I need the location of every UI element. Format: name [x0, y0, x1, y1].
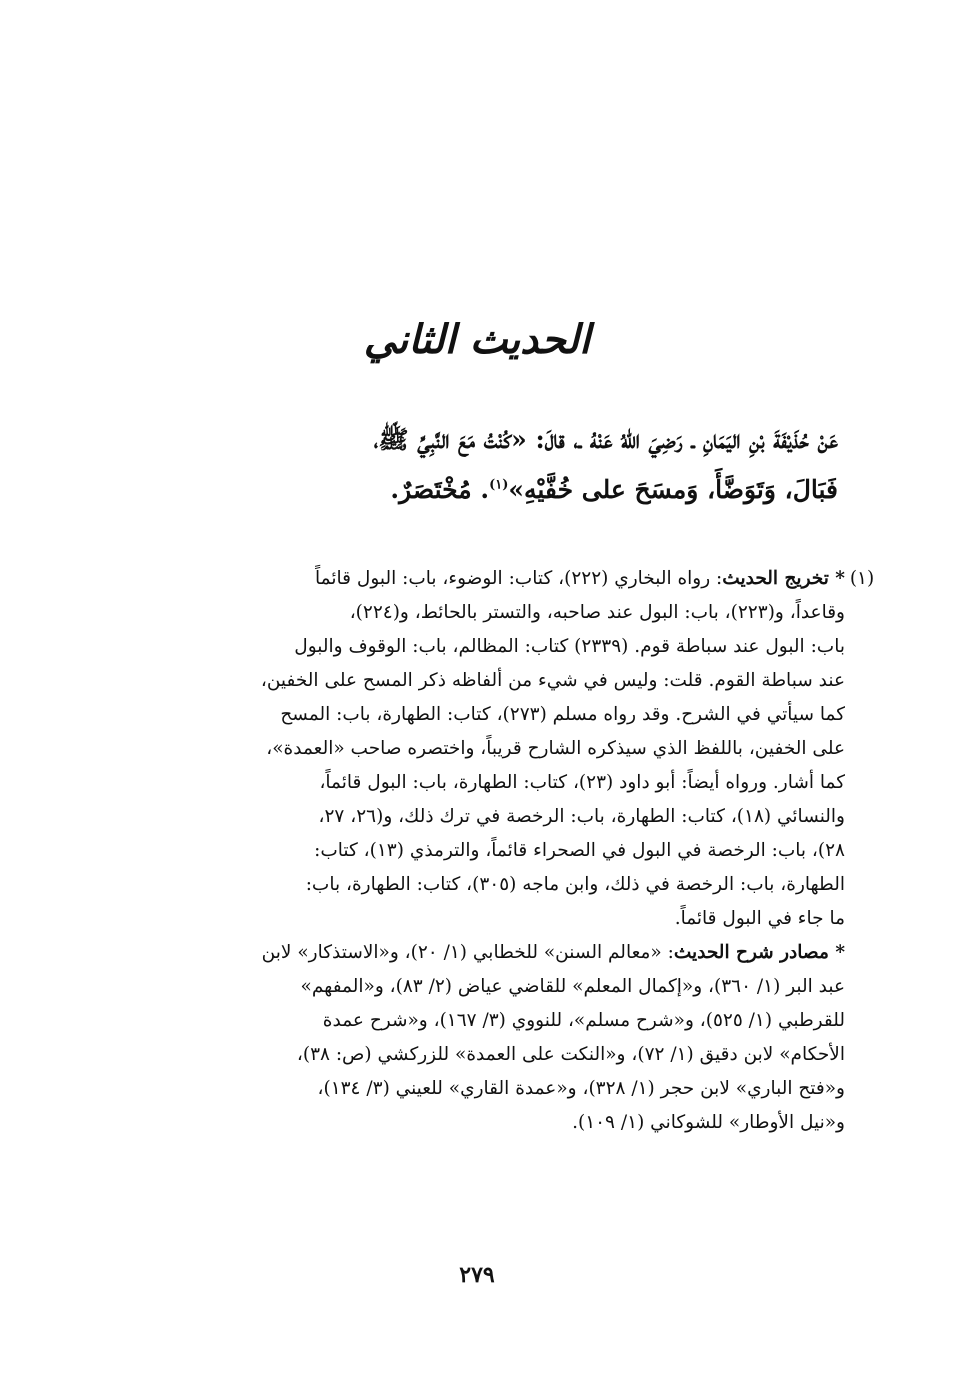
takhrij-line-1: وقاعداً، و(٢٢٣)، باب: البول عند صاحبه، والتستر بالحائط، و(٢٢٤)،: [349, 602, 845, 623]
takhrij-line-8: ٢٨)، باب: الرخصة في البول في الصحراء قائماً، والترمذي (١٣)، كتاب:: [314, 840, 845, 861]
takhrij-line-0: : رواه البخاري (٢٢٢)، كتاب: الوضوء، باب: البول قائماً: [315, 568, 723, 589]
takhrij-line-3: عند سباطة القوم. قلت: وليس في شيء من ألفاظه ذكر المسح على الخفين،: [260, 670, 845, 691]
takhrij-line-10: ما جاء في البول قائماً.: [674, 908, 845, 929]
takhrij-line-9: الطهارة، باب: الرخصة في ذلك، وابن ماجه (٣٠٥)، كتاب: الطهارة، باب:: [305, 874, 845, 895]
takhrij-label: * تخريج الحديث: [722, 568, 845, 589]
hadith-line-2: [130, 465, 838, 515]
masadir-label: * مصادر شرح الحديث: [673, 942, 845, 963]
takhrij-line-6: كما أشار. ورواه أيضاً: أبو داود (٢٣)، كتاب: الطهارة، باب: البول قائماً،: [319, 772, 845, 793]
hadith-line-2-end: . مُخْتَصَرٌ.: [390, 475, 490, 504]
masadir-line-0: : «معالم السنن» للخطابي (١/ ٢٠)، و«الاستذكار» لابن: [261, 942, 674, 963]
takhrij-line-4: كما سيأتي في الشرح. وقد رواه مسلم (٢٧٣)، كتاب: الطهارة، باب: المسح: [280, 704, 845, 725]
footnote-reference[interactable]: (١): [489, 477, 509, 493]
masadir-line-4: و«فتح الباري» لابن حجر (١/ ٣٢٨)، و«عمدة القاري» للعيني (٣/ ١٣٤)،: [317, 1078, 845, 1099]
takhrij-line-5: على الخفين، باللفظ الذي سيذكره الشارح قريباً، واختصره صاحب «العمدة»،: [266, 738, 845, 759]
hadith-line-2-text: فَبَالَ، وَتَوَضَّأَ، وَمسَحَ على خُفَّيْهِ»: [508, 475, 838, 504]
takhrij-line-7: والنسائي (١٨)، كتاب: الطهارة، باب: الرخصة في ترك ذلك، و(٢٦، ٢٧،: [318, 806, 845, 827]
hadith-text: [130, 415, 838, 515]
footnote-1: [130, 562, 875, 1140]
takhrij-line-2: باب: البول عند سباطة قوم. (٢٣٣٩) كتاب: المظالم، باب: الوقوف والبول: [294, 636, 845, 657]
page-number: ٢٧٩: [459, 1262, 495, 1288]
footnote-line: [130, 936, 845, 970]
footnote-line: [130, 562, 845, 596]
masadir-line-1: عبد البر (١/ ٣٦٠)، و«إكمال المعلم» للقاضي عياض (٢/ ٨٣)، و«المفهم»: [300, 976, 845, 997]
chapter-title: الحديث الثاني: [363, 316, 591, 363]
footnotes-section: [130, 562, 875, 1140]
masadir-line-5: و«نيل الأوطار» للشوكاني (١/ ١٠٩).: [572, 1112, 845, 1133]
masadir-line-3: الأحكام» لابن دقيق (١/ ٧٢)، و«النكت على العمدة» للزركشي (ص: ٣٨)،: [296, 1044, 845, 1065]
masadir-line-2: للقرطبي (١/ ٥٢٥)، و«شرح مسلم»، للنووي (٣/ ١٦٧)، و«شرح عمدة: [322, 1010, 845, 1031]
hadith-line-1: عَنْ حُذَيْفَةَ بْنِ اليَمَانِ ـ رَضِيَ اللهُ عَنْهُ ـ، قالَ: «كُنْتُ مَعَ النَّبِيِّ ﷺ،: [373, 425, 838, 454]
footnote-number: (١): [849, 568, 875, 589]
